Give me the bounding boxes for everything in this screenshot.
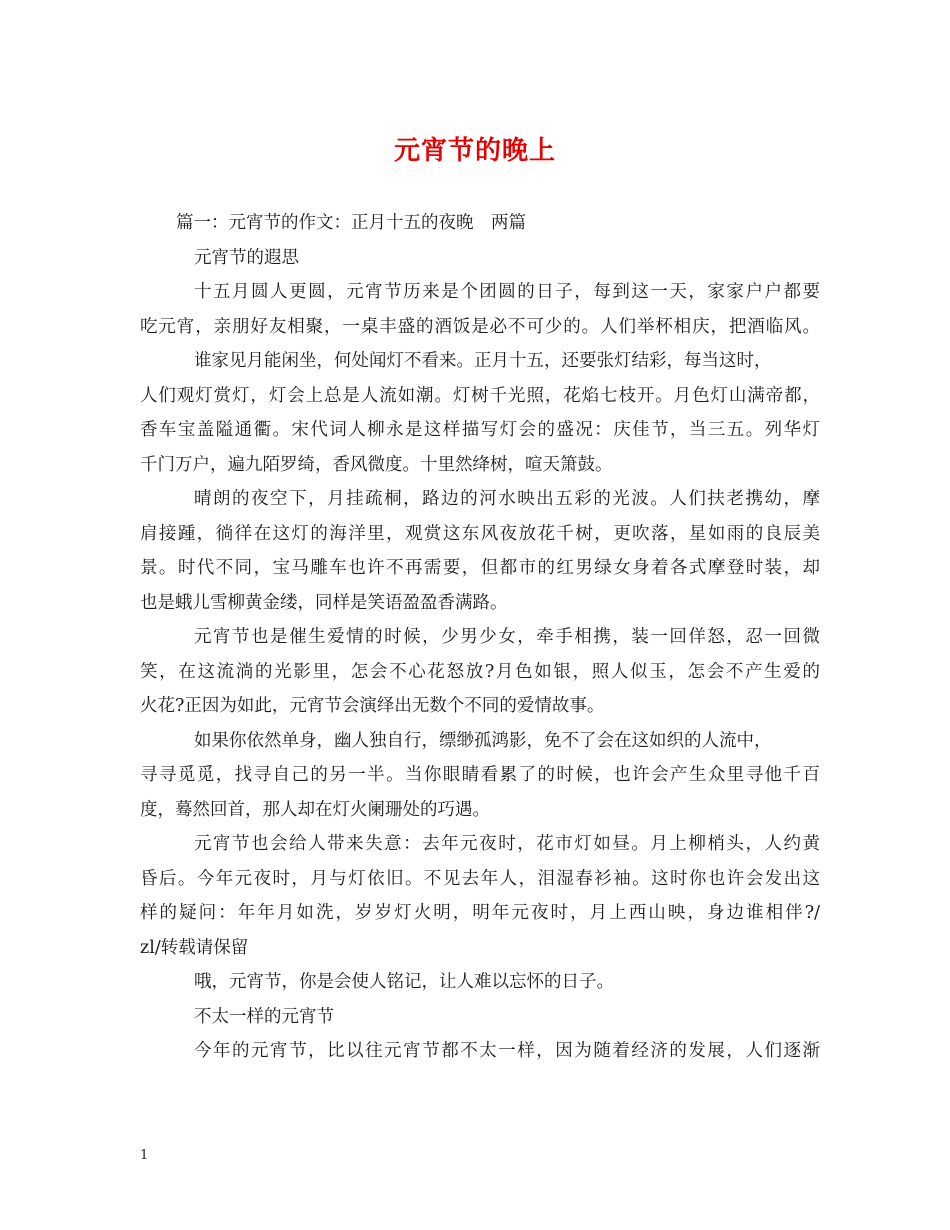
text-line: 景。时代不同，宝马雕车也许不再需要，但都市的红男绿女身着各式摩登时装，却 [140, 558, 820, 578]
text-line: 也是蛾儿雪柳黄金缕，同样是笑语盈盈香满路。 [140, 592, 508, 613]
text-line: 吃元宵，亲朋好友相聚，一桌丰盛的酒饭是必不可少的。人们举杯相庆，把酒临风。 [140, 316, 820, 337]
text-line: 篇一：元宵节的作文：正月十五的夜晚 两篇 [176, 213, 526, 233]
text-line: 元宵节也会给人带来失意：去年元夜时，花市灯如昼。月上柳梢头，人约黄 [194, 834, 820, 854]
text-line: 人们观灯赏灯，灯会上总是人流如潮。灯树千光照，花焰七枝开。月色灯山满帝都， [140, 385, 820, 406]
text-line: 元宵节的遐思 [194, 247, 299, 268]
text-line: 度，蓦然回首，那人却在灯火阑珊处的巧遇。 [140, 799, 490, 820]
text-line: 如果你依然单身，幽人独自行，缥缈孤鸿影，免不了会在这如织的人流中， [194, 730, 772, 751]
text-line: 今年的元宵节，比以往元宵节都不太一样，因为随着经济的发展，人们逐渐 [194, 1041, 820, 1061]
text-line: 寻寻觅觅，找寻自己的另一半。当你眼睛看累了的时候，也许会产生众里寻他千百 [140, 765, 820, 785]
text-line: 样的疑问：年年月如洗，岁岁灯火明，明年元夜时，月上西山映，身边谁相伴?/ [140, 903, 820, 923]
text-line: 不太一样的元宵节 [194, 1006, 334, 1027]
text-line: 香车宝盖隘通衢。宋代词人柳永是这样描写灯会的盛况：庆佳节，当三五。列华灯 [140, 420, 820, 440]
text-line: 哦，元宵节，你是会使人铭记，让人难以忘怀的日子。 [194, 972, 614, 992]
text-line: 昏后。今年元夜时，月与灯依旧。不见去年人，泪湿春衫袖。这时你也许会发出这 [140, 868, 820, 889]
text-line: 晴朗的夜空下，月挂疏桐，路边的河水映出五彩的光波。人们扶老携幼，摩 [194, 489, 820, 509]
text-line: 谁家见月能闲坐，何处闻灯不看来。正月十五，还要张灯结彩，每当这时， [194, 351, 772, 371]
document-title: 元宵节的晚上 [393, 136, 556, 166]
text-line: 火花?正因为如此，元宵节会演绎出无数个不同的爱情故事。 [140, 696, 605, 716]
document-body [140, 206, 820, 1069]
text-line: 元宵节也是催生爱情的时候，少男少女，牵手相携，装一回佯怒，忍一回微 [194, 627, 820, 647]
text-line: 肩接踵，徜徉在这灯的海洋里，观赏这东风夜放花千树，更吹落，星如雨的良辰美 [140, 523, 820, 544]
page-number: 1 [140, 1148, 149, 1163]
text-line: 千门万户，遍九陌罗绮，香风微度。十里然绛树，喧天箫鼓。 [140, 454, 613, 475]
text-line: 十五月圆人更圆，元宵节历来是个团圆的日子，每到这一天，家家户户都要 [194, 282, 820, 302]
text-line: zl/转载请保留 [140, 937, 249, 958]
text-line: 笑，在这流淌的光影里，怎会不心花怒放?月色如银，照人似玉，怎会不产生爱的 [140, 661, 820, 682]
